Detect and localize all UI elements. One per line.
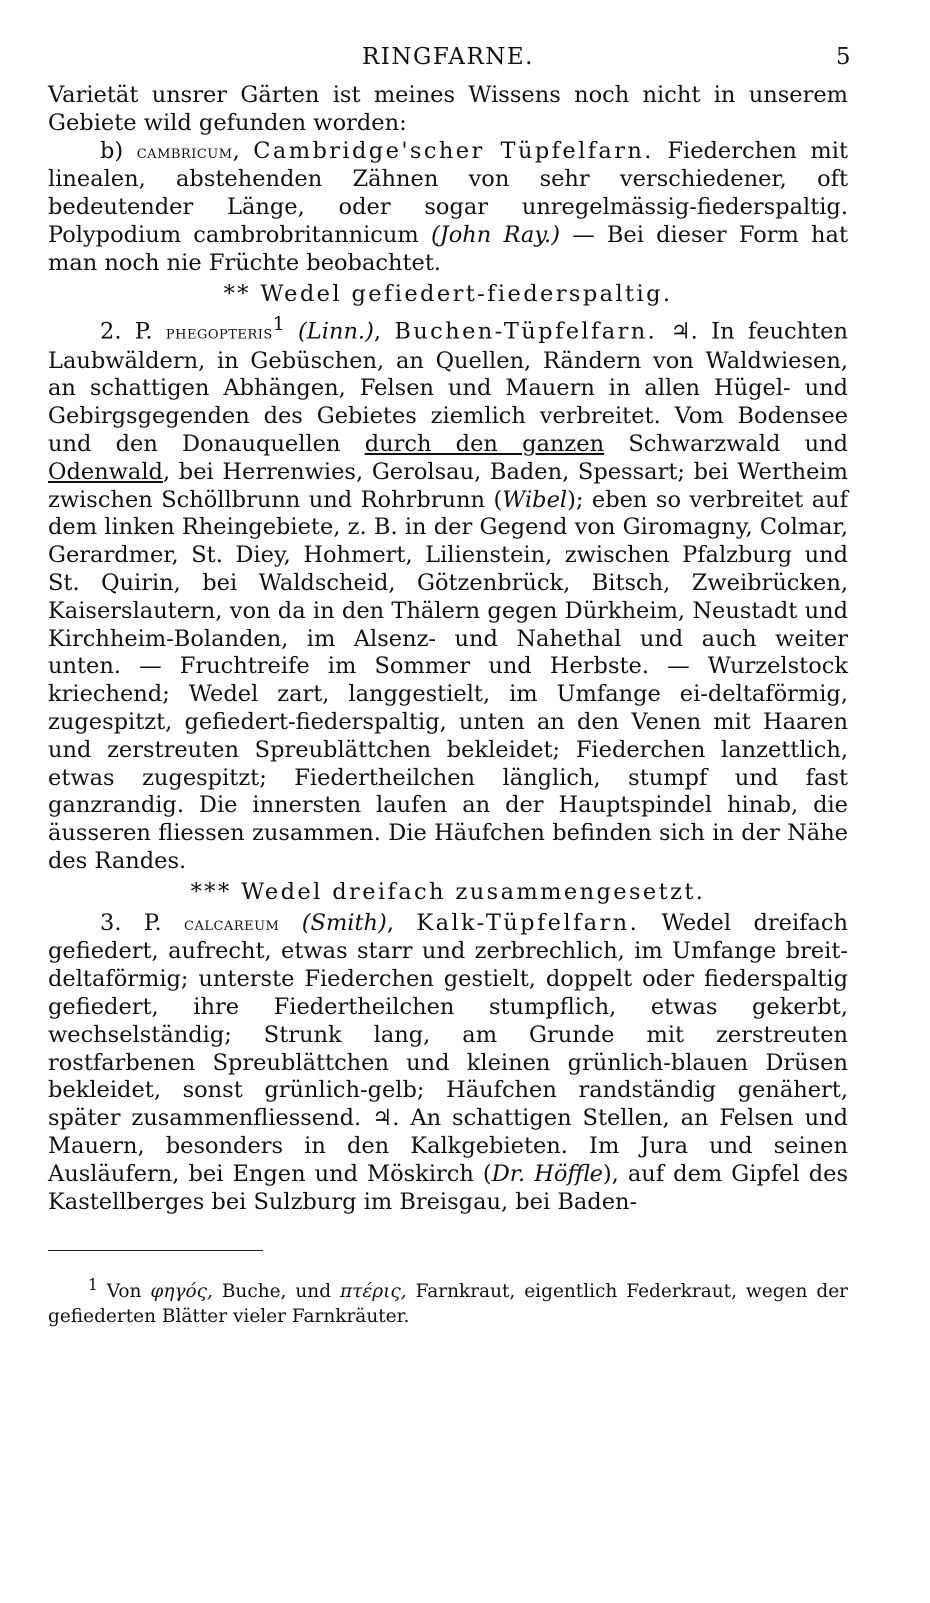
species-localities: ), auf dem Gipfel des Kastellberges bei Sulzburg im Breisgau, bei Baden- (48, 1160, 849, 1215)
paragraph-phegopteris: 2. P. phegopteris$^1$ (Linn.), Buchen-Tüpfelfarn. ♃. In feuchten Laubwäldern, in Gebüschen, an Quellen, Rändern von Waldwiesen, an schattigen Abhängen, Felsen und Mauern in allen Hügel- und Gebirgsgegenden des Gebietes ziemlich verbreitet. Vom Bodensee und den Donauquellen durch den ganzen Schwarzwald und Odenwald, bei Herrenwies, Gerolsau, Baden, Spessart; bei Wertheim zwischen Schöllbrunn und Rohrbrunn (Wibel); eben so verbreitet auf dem linken Rheingebiete, z. B. in der Gegend von Giromagny, Colmar, Gerardmer, St. Diey, Hohmert, Lilienstein, zwischen Pfalzburg und St. Quirin, bei Waldscheid, Götzenbrück, Bitsch, Zweibrücken, Kaiserslautern, von da in den Thälern gegen Dürkheim, Neustadt und Kirchheim-Bolanden, im Alsenz- und Nahethal und auch weiter unten. — Fruchtreife im Sommer und Herbste. — Wurzelstock kriechend; Wedel zart, langgestielt, im Umfange ei-deltaförmig, zugespitzt, gefiedert-fiederspaltig, unten an den Venen mit Haaren und zerstreuten Spreublättchen bekleidet; Fiederchen lanzettlich, etwas zugespitzt; Fiedertheilchen länglich, stumpf und fast ganzrandig. Die innersten laufen an der Hauptspindel hinab, die äusseren fliessen zusammen. Die Häufchen befinden sich in der Nähe des Randes. (48, 314, 849, 875)
authority-hoefle: Dr. Höffle (491, 1160, 603, 1187)
variety-name: cambricum (136, 140, 233, 163)
page-header (48, 44, 852, 82)
underlined-text: durch den ganzen (364, 431, 605, 458)
section-heading-tripinnate: *** Wedel dreifach zusammengesetzt. (190, 878, 706, 905)
underlined-text-odenwald: Odenwald (48, 458, 163, 485)
species-name: calcareum (184, 912, 280, 935)
variety-description: Fiederchen mit linealen, abstehenden Zähnen von sehr verschiedener, oft bedeutender Länge, oder sogar unregelmässig-fiederspaltig. Polypodium cambrobritannicum (48, 137, 848, 248)
page-number: 5 (835, 44, 852, 70)
footnote (48, 1273, 848, 1328)
footnote-text: Farnkraut, eigentlich Federkraut, wegen der gefiederten Blätter vieler Farnkräuter. (48, 1281, 848, 1327)
variety-note: — Bei dieser Form hat man noch nie Früchte beobachtet. (48, 221, 849, 276)
species-localities-cont: ); eben so verbreitet auf dem linken Rheingebiete, z. B. in der Gegend von Giromagny, Colmar, Gerardmer, St. Diey, Hohmert, Lilienstein, zwischen Pfalzburg und St. Quirin, bei Waldscheid, Götzenbrück, Bitsch, Zweibrücken, Kaiserslautern, von da in den Thälern gegen Dürkheim, Neustadt und Kirchheim-Bolanden, im Alsenz- und Nahethal und auch weiter unten. — Fruchtreife im Sommer und Herbste. — Wurzelstock kriechend; Wedel zart, langgestielt, im Umfange ei-deltaförmig, zugespitzt, gefiedert-fiederspaltig, unten an den Venen mit Haaren und zerstreuten Spreublättchen bekleidet; Fiederchen lanzettlich, etwas zugespitzt; Fiedertheilchen länglich, stumpf und fast ganzrandig. Die innersten laufen an der Hauptspindel hinab, die äusseren fliessen zusammen. Die Häufchen befinden sich in der Nähe des Randes. (48, 486, 849, 875)
species-description: ♃. In feuchten Laubwäldern, in Gebüschen, an Quellen, Rändern von Waldwiesen, an schattigen Abhängen, Felsen und Mauern in allen Hügel- und Gebirgsgegenden des Gebietes ziemlich verbreitet. Vom Bodensee und den Donauquellen (48, 318, 848, 458)
species-description: Wedel dreifach gefiedert, aufrecht, etwas starr und zerbrechlich, im Umfange breit-deltaförmig; unterste Fiederchen gestielt, doppelt oder fiederspaltig gefiedert, ihre Fiedertheilchen stumpflich, etwas gekerbt, wechselständig; Strunk lang, am Grunde mit zerstreuten rostfarbenen Spreublättchen und kleinen grünlich-blauen Drüsen bekleidet, sonst grünlich-gelb; Häufchen randständig genähert, später zusammenfliessend. ♃. An schattigen Stellen, an Felsen und Mauern, besonders in den Kalkgebieten. Im Jura und seinen Ausläufern, bei Engen und Möskirch ( (48, 909, 848, 1187)
footnote-text: Von (106, 1281, 142, 1303)
paragraph-cambricum: b) cambricum, Cambridge'scher Tüpfelfarn. Fiederchen mit linealen, abstehenden Zähnen von sehr verschiedener, oft bedeutender Länge, oder sogar unregelmässig-fiederspaltig. Polypodium cambrobritannicum (John Ray.) — Bei dieser Form hat man noch nie Früchte beobachtet. (48, 137, 849, 276)
footnote-ref: 1 (272, 314, 285, 336)
paragraph-variety: Varietät unsrer Gärten ist meines Wissens noch nicht in unserem Gebiete wild gefunden worden: (48, 82, 848, 136)
footnote-mark: 1 (88, 1276, 98, 1295)
running-head: RINGFARNE. (361, 44, 534, 70)
paragraph-calcareum: 3. P. calcareum (Smith), Kalk-Tüpfelfarn. Wedel dreifach gefiedert, aufrecht, etwas starr und zerbrechlich, im Umfange breit-deltaförmig; unterste Fiederchen gestielt, doppelt oder fiederspaltig gefiedert, ihre Fiedertheilchen stumpflich, etwas gekerbt, wechselständig; Strunk lang, am Grunde mit zerstreuten rostfarbenen Spreublättchen und kleinen grünlich-blauen Drüsen bekleidet, sonst grünlich-gelb; Häufchen randständig genähert, später zusammenfliessend. ♃. An schattigen Stellen, an Felsen und Mauern, besonders in den Kalkgebieten. Im Jura und seinen Ausläufern, bei Engen und Möskirch (Dr. Höffle), auf dem Gipfel des Kastellberges bei Sulzburg im Breisgau, bei Baden- (48, 909, 849, 1215)
page (48, 44, 852, 1329)
variety-author: (John Ray.) (430, 221, 560, 248)
species-number: 3. P. (100, 909, 162, 936)
species-author: (Smith) (301, 909, 387, 936)
species-description-cont: Schwarzwald und (628, 431, 848, 458)
variety-common-name: Cambridge'scher Tüpfelfarn. (253, 137, 654, 164)
species-common-name: Kalk-Tüpfelfarn. (416, 909, 640, 936)
species-author: (Linn.) (298, 318, 374, 345)
body-text (48, 82, 848, 1216)
greek-word: φηγός, (150, 1281, 213, 1303)
species-name: phegopteris (165, 321, 273, 344)
greek-word: πτέρις, (339, 1281, 407, 1303)
species-localities: , bei Herrenwies, Gerolsau, Baden, Spessart; bei Wertheim zwischen Schöllbrunn und Rohrbrunn ( (48, 458, 848, 513)
variety-label: b) (100, 137, 124, 164)
footnote-rule (48, 1250, 263, 1251)
authority-wibel: Wibel (502, 486, 568, 513)
species-common-name: Buchen-Tüpfelfarn. (394, 318, 658, 345)
species-number: 2. P. (100, 318, 153, 345)
footnote-text: Buche, und (221, 1281, 332, 1303)
section-heading-pinnate: ** Wedel gefiedert-fiederspaltig. (223, 280, 673, 307)
